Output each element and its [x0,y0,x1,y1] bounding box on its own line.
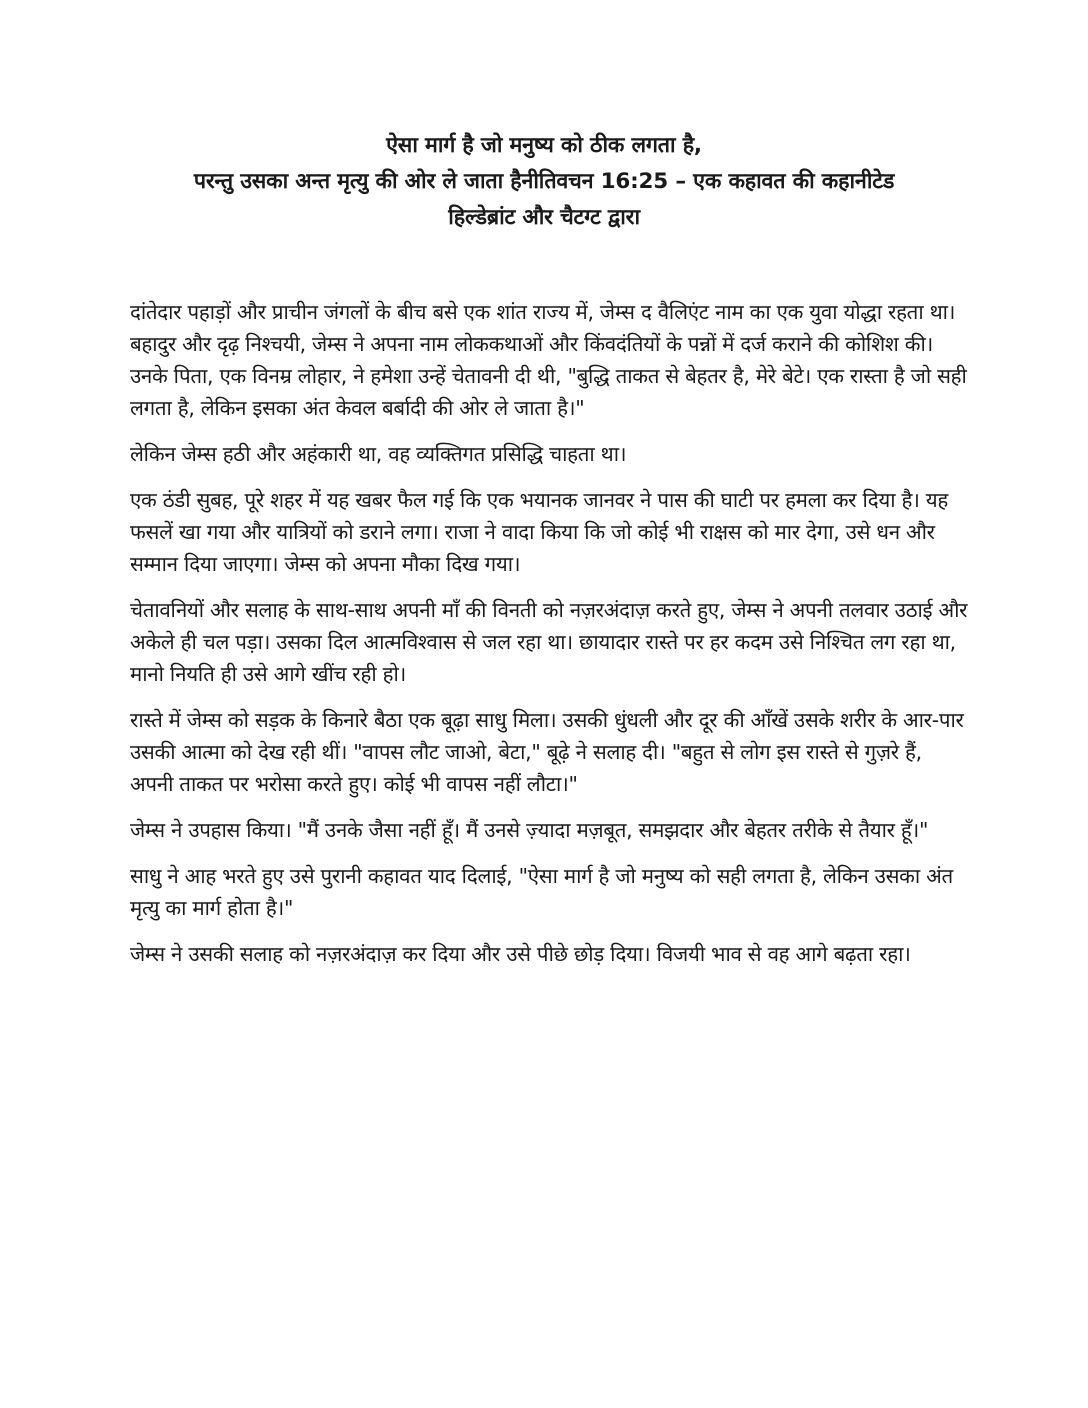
title-line-3: हिल्डेब्रांट और चैटग्ट द्वारा [448,205,640,230]
story-body [130,296,970,984]
paragraph-8: जेम्स ने उसकी सलाह को नज़रअंदाज़ कर दिया और उसे पीछे छोड़ दिया। विजयी भाव से वह आगे बढ़ता रहा। [130,942,911,966]
paragraph-5: रास्ते में जेम्स को सड़क के किनारे बैठा एक बूढ़ा साधु मिला। उसकी धुंधली और दूर की आँखें उसके शरीर के आर-पार उसकी आत्मा को देख रही थीं। "वापस लौट जाओ, बेटा," बूढ़े ने सलाह दी। "बहुत से लोग इस रास्ते से गुज़रे हैं, अपनी ताकत पर भरोसा करते हुए। कोई भी वापस नहीं लौटा।" [130,708,964,796]
paragraph-2: लेकिन जेम्स हठी और अहंकारी था, वह व्यक्तिगत प्रसिद्धि चाहता था। [130,442,627,466]
paragraph-1: दांतेदार पहाड़ों और प्राचीन जंगलों के बीच बसे एक शांत राज्य में, जेम्स द वैलिएंट नाम का एक युवा योद्धा रहता था। बहादुर और दृढ़ निश्चयी, जेम्स ने अपना नाम लोककथाओं और किंवदंतियों के पन्नों में दर्ज कराने की कोशिश की। उनके पिता, एक विनम्र लोहार, ने हमेशा उन्हें चेतावनी दी थी, "बुद्धि ताकत से बेहतर है, मेरे बेटे। एक रास्ता है जो सही लगता है, लेकिन इसका अंत केवल बर्बादी की ओर ले जाता है।" [130,300,967,420]
paragraph-3: एक ठंडी सुबह, पूरे शहर में यह खबर फैल गई कि एक भयानक जानवर ने पास की घाटी पर हमला कर दिया है। यह फसलें खा गया और यात्रियों को डराने लगा। राजा ने वादा किया कि जो कोई भी राक्षस को मार देगा, उसे धन और सम्मान दिया जाएगा। जेम्स को अपना मौका दिख गया। [130,488,948,576]
paragraph-7: साधु ने आह भरते हुए उसे पुरानी कहावत याद दिलाई, "ऐसा मार्ग है जो मनुष्य को सही लगता है, लेकिन उसका अंत मृत्यु का मार्ग होता है।" [130,864,953,920]
paragraph-6: जेम्स ने उपहास किया। "मैं उनके जैसा नहीं हूँ। मैं उनसे ज़्यादा मज़बूत, समझदार और बेहतर तरीके से तैयार हूँ।" [130,818,929,842]
document-title [110,128,978,236]
title-line-1: ऐसा मार्ग है जो मनुष्य को ठीक लगता है, [386,133,702,158]
title-line-2: परन्तु उसका अन्त मृत्यु की ओर ले जाता हैनीतिवचन 16:25 – एक कहावत की कहानीटेड [193,169,895,194]
paragraph-4: चेतावनियों और सलाह के साथ-साथ अपनी माँ की विनती को नज़रअंदाज़ करते हुए, जेम्स ने अपनी तलवार उठाई और अकेले ही चल पड़ा। उसका दिल आत्मविश्वास से जल रहा था। छायादार रास्ते पर हर कदम उसे निश्चित लग रहा था, मानो नियति ही उसे आगे खींच रही हो। [130,598,968,686]
